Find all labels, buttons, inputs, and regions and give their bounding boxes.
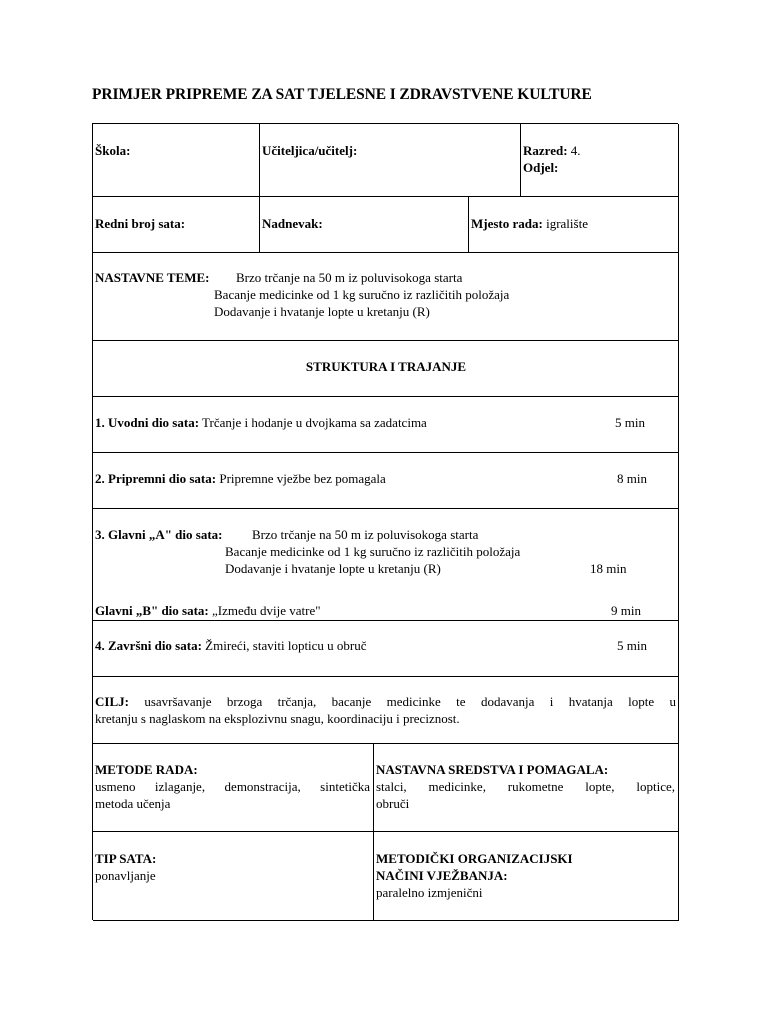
teme-item: Dodavanje i hvatanje lopte u kretanju (R) xyxy=(214,304,430,319)
zavrsni-cell xyxy=(93,621,679,676)
sredstva-label: NASTAVNA SREDSTVA I POMAGALA: xyxy=(376,762,609,777)
zavrsni-row xyxy=(93,621,679,677)
nadnevak-label: Nadnevak: xyxy=(262,216,323,231)
glavni-a-item: Bacanje medicinke od 1 kg suručno iz različitih položaja xyxy=(225,544,521,559)
pripremni-text: Pripremne vježbe bez pomagala xyxy=(219,471,386,486)
organizacija-label-line2: NAČINI VJEŽBANJA: xyxy=(376,868,508,883)
redni-label: Redni broj sata: xyxy=(95,216,186,231)
sredstva-line2: obruči xyxy=(376,796,410,811)
zavrsni-line xyxy=(95,637,367,654)
teme-label: NASTAVNE TEME: xyxy=(95,270,210,285)
struktura-row xyxy=(93,341,679,397)
tip-cell xyxy=(93,832,374,920)
mjesto-field xyxy=(471,215,588,232)
glavni-b-line xyxy=(95,602,321,619)
metode-line1: usmeno izlaganje, demonstracija, sintetička xyxy=(95,779,370,794)
uvodni-row xyxy=(93,397,679,453)
teme-row xyxy=(93,253,679,341)
skola-label: Škola: xyxy=(95,143,131,158)
metode-line2: metoda učenja xyxy=(95,796,171,811)
glavni-a-label: 3. Glavni „A" dio sata: xyxy=(95,527,223,542)
glavni-a-time: 18 min xyxy=(590,561,627,576)
teme-item: Brzo trčanje na 50 m iz poluvisokoga starta xyxy=(236,270,463,285)
glavni-a-item: Dodavanje i hvatanje lopte u kretanju (R) xyxy=(225,561,441,576)
tip-value: ponavljanje xyxy=(95,868,156,883)
organizacija-value: paralelno izmjenični xyxy=(376,885,483,900)
struktura-cell xyxy=(93,341,679,396)
uvodni-text: Trčanje i hodanje u dvojkama sa zadatcima xyxy=(202,415,427,430)
sredstva-line1: stalci, medicinke, rukometne lopte, loptice, xyxy=(376,779,675,794)
redni-cell xyxy=(93,197,260,252)
cilj-cell xyxy=(93,677,679,743)
cilj-text: usavršavanje brzoga trčanja, bacanje medicinke te dodavanja i hvatanja lopte u xyxy=(144,694,677,709)
glavni-b-text: „Između dvije vatre" xyxy=(212,603,321,618)
glavni-cell xyxy=(93,509,679,620)
uvodni-label: 1. Uvodni dio sata: xyxy=(95,415,200,430)
metode-label: METODE RADA: xyxy=(95,762,198,777)
pripremni-time: 8 min xyxy=(617,471,647,486)
teme-cell xyxy=(93,253,679,340)
nadnevak-cell xyxy=(260,197,469,252)
page-title: PRIMJER PRIPREME ZA SAT TJELESNE I ZDRAVSTVENE KULTURE xyxy=(92,86,592,103)
mjesto-label: Mjesto rada: xyxy=(471,216,543,231)
cilj-line1 xyxy=(95,693,676,710)
pripremni-line xyxy=(95,470,386,487)
sredstva-cell xyxy=(374,744,679,831)
cilj-label: CILJ: xyxy=(95,694,129,709)
header-row xyxy=(93,124,679,197)
tip-label: TIP SATA: xyxy=(95,851,157,866)
odjel-label: Odjel: xyxy=(523,160,559,175)
pripremni-label: 2. Pripremni dio sata: xyxy=(95,471,217,486)
tip-row xyxy=(93,832,679,921)
razred-field xyxy=(523,142,581,159)
organizacija-label-line1: METODIČKI ORGANIZACIJSKI xyxy=(376,851,573,866)
uvodni-cell xyxy=(93,397,679,452)
date-place-row xyxy=(93,197,679,253)
pripremni-row xyxy=(93,453,679,509)
struktura-heading: STRUKTURA I TRAJANJE xyxy=(305,359,467,374)
mjesto-value: igralište xyxy=(546,216,588,231)
pripremni-cell xyxy=(93,453,679,508)
mjesto-cell xyxy=(469,197,679,252)
glavni-b-time: 9 min xyxy=(611,603,641,618)
zavrsni-text: Žmireći, staviti lopticu u obruč xyxy=(205,638,367,653)
zavrsni-time: 5 min xyxy=(617,638,647,653)
razred-label: Razred: xyxy=(523,143,568,158)
glavni-a-item: Brzo trčanje na 50 m iz poluvisokoga starta xyxy=(252,527,479,542)
skola-cell xyxy=(93,124,260,196)
cilj-row xyxy=(93,677,679,744)
cilj-line2: kretanju s naglaskom na eksplozivnu snagu, koordinaciju i preciznost. xyxy=(95,711,460,726)
uvodni-line xyxy=(95,414,427,431)
razred-cell xyxy=(521,124,679,196)
metode-cell xyxy=(93,744,374,831)
zavrsni-label: 4. Završni dio sata: xyxy=(95,638,202,653)
razred-value: 4. xyxy=(570,143,581,158)
lesson-plan-table xyxy=(92,123,678,920)
uvodni-time: 5 min xyxy=(615,415,645,430)
glavni-row xyxy=(93,509,679,621)
ucitelj-cell xyxy=(260,124,521,196)
organizacija-cell xyxy=(374,832,679,920)
ucitelj-label: Učiteljica/učitelj: xyxy=(262,143,358,158)
glavni-b-label: Glavni „B" dio sata: xyxy=(95,603,209,618)
teme-item: Bacanje medicinke od 1 kg suručno iz različitih položaja xyxy=(214,287,510,302)
metode-row xyxy=(93,744,679,832)
